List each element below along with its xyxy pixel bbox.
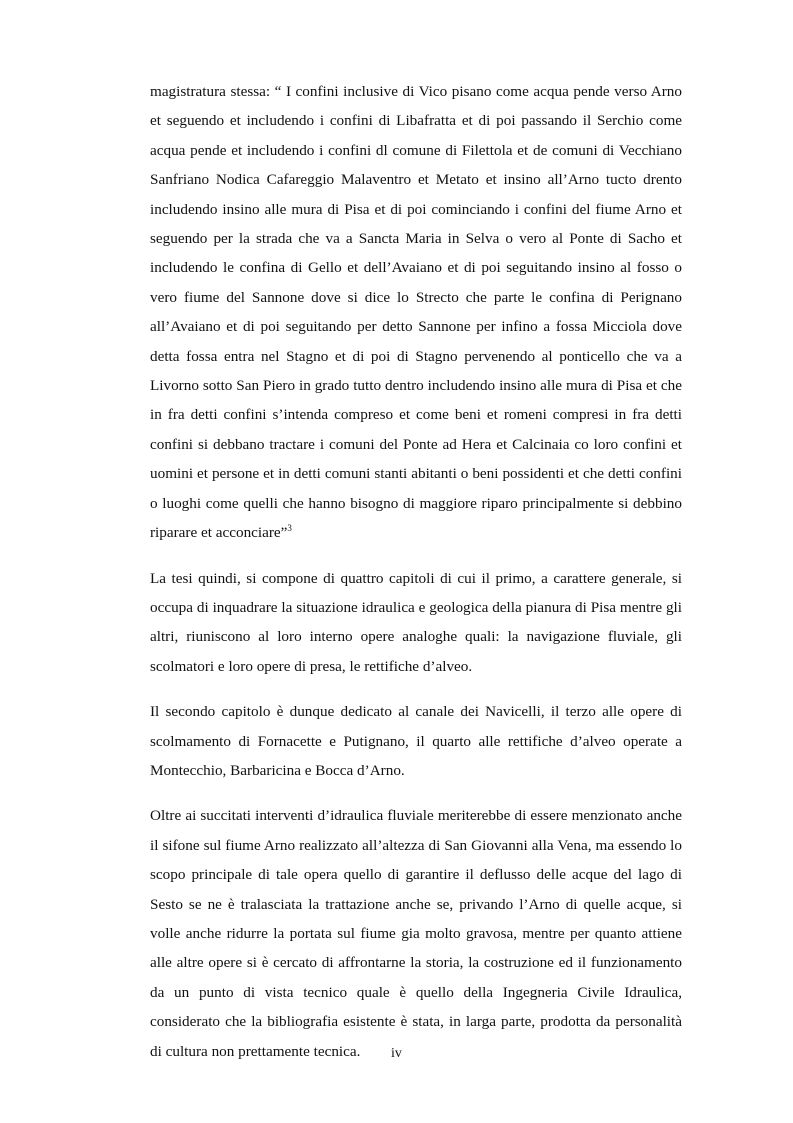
page-body xyxy=(150,77,682,1066)
thesis-structure-paragraph: La tesi quindi, si compone di quattro capitoli di cui il primo, a carattere generale, si occupa di inquadrare la situazione idraulica e geologica della pianura di Pisa mentre gli altri, riuniscono al loro interno opere analoghe quali: la navigazione fluviale, gli scolmatori e loro opere di presa, le rettifiche d’alveo. xyxy=(150,569,682,675)
chapters-paragraph: Il secondo capitolo è dunque dedicato al canale dei Navicelli, il terzo alle opere di scolmamento di Fornacette e Putignano, il quarto alle rettifiche d’alveo operate a Montecchio, Barbaricina e Bocca d’Arno. xyxy=(150,703,682,779)
quote-text: magistratura stessa: “ I confini inclusive di Vico pisano come acqua pende verso Arno et seguendo et includendo i confini di Libafratta et di poi passando il Serchio come acqua pende et includendo i confini dl comune di Filettola et de comuni di Vecchiano Sanfriano Nodica Cafareggio Malaventro et Metato et insino all’Arno tucto drento includendo insino alle mura di Pisa et di poi cominciando i confini del fiume Arno et seguendo per la strada che va a Sancta Maria in Selva o vero al Ponte di Sacho et includendo le confina di Gello et dell’Avaiano et di poi seguitando insino al fosso o vero fiume del Sannone dove si dice lo Strecto che parte le confina di Perignano all’Avaiano et di poi seguitando per detto Sannone per infino a fossa Micciola dove detta fossa entra nel Stagno et di poi di Stagno pervenendo al ponticello che va a Livorno sotto San Piero in grado tutto dentro includendo insino alle mura di Pisa et che in fra detti confini s’intenda compreso et come beni et romeni compresi in fra detti confini si debbano tractare i comuni del Ponte ad Hera et Calcinaia co loro confini et uomini et persone et in detti comuni stanti abitanti o beni possidenti et che detti confini o luoghi come quelli che hanno bisogno di maggiore riparo principalmente si debbino riparare et acconciare” xyxy=(150,83,682,542)
footnote-reference[interactable]: 3 xyxy=(287,523,292,534)
page-number: iv xyxy=(391,1046,402,1061)
quote-paragraph xyxy=(150,77,682,548)
scope-paragraph: Oltre ai succitati interventi d’idraulica fluviale meriterebbe di essere menzionato anche il sifone sul fiume Arno realizzato all’altezza di San Giovanni alla Vena, ma essendo lo scopo principale di tale opera quello di garantire il deflusso delle acque del lago di Sesto se ne è tralasciata la trattazione anche se, privando l’Arno di quelle acque, si volle anche ridurre la portata sul fiume gia molto gravosa, mentre per quanto attiene alle altre opere si è cercato di affrontarne la storia, la costruzione ed il funzionamento da un punto di vista tecnico quale è quello della Ingegneria Civile Idraulica, considerato che la bibliografia esistente è stata, in larga parte, prodotta da personalità di cultura non prettamente tecnica. xyxy=(150,807,682,1060)
